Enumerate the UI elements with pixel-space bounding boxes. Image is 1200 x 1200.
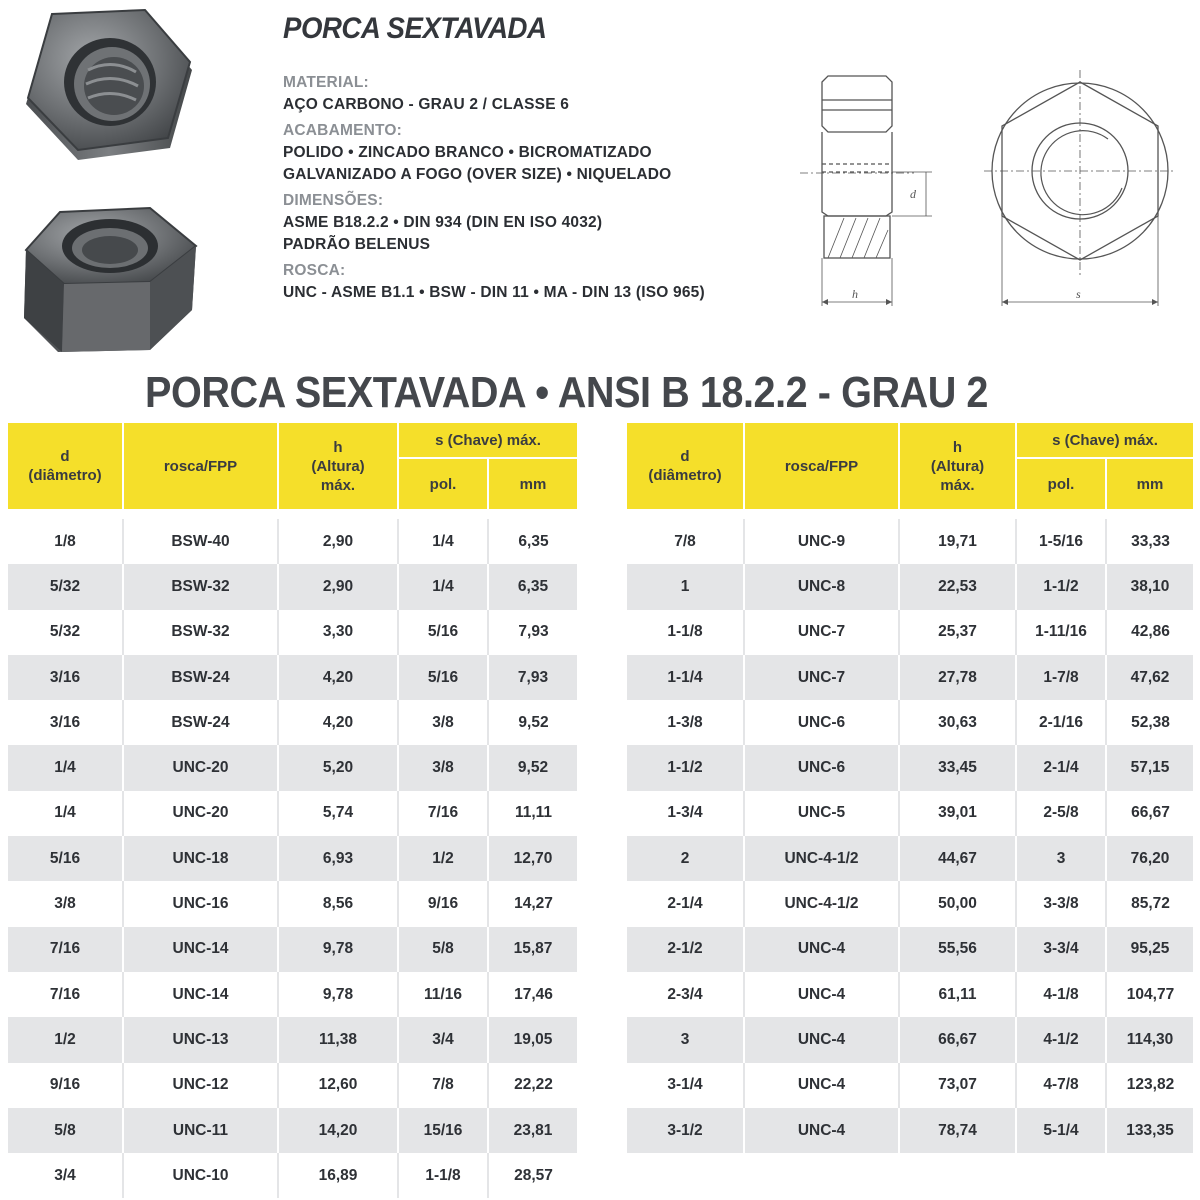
cell-wrench-mm: 133,35 — [1106, 1108, 1194, 1153]
table-row — [627, 519, 1194, 564]
cell-diameter: 3 — [627, 1017, 744, 1062]
cell-diameter: 1-1/8 — [627, 610, 744, 655]
cell-wrench-pol: 7/8 — [398, 1063, 488, 1108]
table-row — [8, 745, 578, 790]
cell-thread: BSW-40 — [123, 519, 278, 564]
cell-diameter: 7/16 — [8, 972, 123, 1017]
cell-wrench-mm: 9,52 — [488, 745, 578, 790]
cell-height: 27,78 — [899, 655, 1016, 700]
cell-thread: UNC-6 — [744, 700, 899, 745]
col-header-wrench: s (Chave) máx. — [398, 423, 578, 458]
table-row — [8, 1063, 578, 1108]
cell-diameter: 3/4 — [8, 1153, 123, 1198]
table-row — [8, 1017, 578, 1062]
cell-wrench-pol: 4-1/8 — [1016, 972, 1106, 1017]
table-row — [627, 1063, 1194, 1108]
table-row — [8, 610, 578, 655]
table-row — [627, 655, 1194, 700]
cell-wrench-pol: 1/4 — [398, 519, 488, 564]
cell-height: 61,11 — [899, 972, 1016, 1017]
cell-wrench-mm: 22,22 — [488, 1063, 578, 1108]
cell-height: 50,00 — [899, 881, 1016, 926]
table-row — [627, 564, 1194, 609]
cell-thread: BSW-32 — [123, 610, 278, 655]
spec-label-dimensions: DIMENSÕES: — [283, 192, 384, 209]
product-title: PORCA SEXTAVADA — [283, 12, 547, 45]
cell-height: 30,63 — [899, 700, 1016, 745]
cell-thread: UNC-12 — [123, 1063, 278, 1108]
spec-value-thread: UNC - ASME B1.1 • BSW - DIN 11 • MA - DIN 13 (ISO 965) — [283, 284, 705, 301]
nut-photos — [0, 0, 220, 370]
table-row — [8, 1153, 578, 1198]
cell-diameter: 1-1/2 — [627, 745, 744, 790]
cell-wrench-mm: 42,86 — [1106, 610, 1194, 655]
spec-label-thread: ROSCA: — [283, 262, 346, 279]
cell-diameter: 1/4 — [8, 791, 123, 836]
cell-wrench-pol: 3 — [1016, 836, 1106, 881]
cell-diameter: 7/8 — [627, 519, 744, 564]
cell-wrench-pol: 4-7/8 — [1016, 1063, 1106, 1108]
cell-wrench-mm: 9,52 — [488, 700, 578, 745]
cell-wrench-pol: 1-11/16 — [1016, 610, 1106, 655]
table-row — [8, 564, 578, 609]
cell-height: 3,30 — [278, 610, 398, 655]
cell-wrench-pol: 2-1/16 — [1016, 700, 1106, 745]
cell-diameter: 2-1/4 — [627, 881, 744, 926]
spec-label-finish: ACABAMENTO: — [283, 122, 403, 139]
table-row — [627, 972, 1194, 1017]
cell-wrench-mm: 95,25 — [1106, 927, 1194, 972]
cell-thread: UNC-7 — [744, 655, 899, 700]
cell-wrench-pol: 15/16 — [398, 1108, 488, 1153]
dimensions-table-left — [8, 423, 579, 1198]
cell-diameter: 1/8 — [8, 519, 123, 564]
cell-height: 78,74 — [899, 1108, 1016, 1153]
table-row — [627, 927, 1194, 972]
cell-wrench-pol: 2-5/8 — [1016, 791, 1106, 836]
cell-wrench-pol: 5/16 — [398, 610, 488, 655]
cell-height: 6,93 — [278, 836, 398, 881]
col-header-height: h (Altura) máx. — [899, 423, 1016, 510]
col-header-thread: rosca/FPP — [123, 423, 278, 510]
cell-wrench-pol: 7/16 — [398, 791, 488, 836]
nut-photo-top — [26, 10, 192, 160]
nut-photo-bottom — [24, 208, 196, 352]
cell-height: 55,56 — [899, 927, 1016, 972]
cell-thread: UNC-13 — [123, 1017, 278, 1062]
cell-thread: UNC-4 — [744, 972, 899, 1017]
cell-height: 33,45 — [899, 745, 1016, 790]
cell-diameter: 1-3/4 — [627, 791, 744, 836]
technical-drawings — [800, 70, 1190, 320]
cell-thread: UNC-4 — [744, 1017, 899, 1062]
cell-wrench-pol: 11/16 — [398, 972, 488, 1017]
col-header-height: h (Altura) máx. — [278, 423, 398, 510]
cell-thread: UNC-16 — [123, 881, 278, 926]
cell-height: 22,53 — [899, 564, 1016, 609]
table-row — [627, 700, 1194, 745]
table-row — [627, 836, 1194, 881]
table-row — [8, 881, 578, 926]
cell-height: 25,37 — [899, 610, 1016, 655]
table-title: PORCA SEXTAVADA • ANSI B 18.2.2 - GRAU 2 — [145, 368, 989, 417]
cell-wrench-pol: 1/2 — [398, 836, 488, 881]
cell-height: 8,56 — [278, 881, 398, 926]
cell-thread: UNC-4 — [744, 927, 899, 972]
cell-diameter: 3-1/4 — [627, 1063, 744, 1108]
cell-height: 9,78 — [278, 972, 398, 1017]
cell-wrench-pol: 1-7/8 — [1016, 655, 1106, 700]
cell-wrench-pol: 4-1/2 — [1016, 1017, 1106, 1062]
cell-wrench-mm: 123,82 — [1106, 1063, 1194, 1108]
table-row — [8, 791, 578, 836]
cell-diameter: 1-3/8 — [627, 700, 744, 745]
cell-wrench-pol: 3/8 — [398, 700, 488, 745]
cell-wrench-mm: 66,67 — [1106, 791, 1194, 836]
cell-height: 14,20 — [278, 1108, 398, 1153]
cell-diameter: 1/4 — [8, 745, 123, 790]
spec-value-finish-2: GALVANIZADO A FOGO (OVER SIZE) • NIQUELADO — [283, 166, 672, 183]
cell-height: 2,90 — [278, 519, 398, 564]
cell-wrench-pol: 5/16 — [398, 655, 488, 700]
cell-wrench-mm: 85,72 — [1106, 881, 1194, 926]
cell-diameter: 2-1/2 — [627, 927, 744, 972]
cell-thread: BSW-24 — [123, 655, 278, 700]
cell-wrench-mm: 12,70 — [488, 836, 578, 881]
product-specs — [283, 12, 803, 304]
cell-height: 39,01 — [899, 791, 1016, 836]
table-row — [8, 700, 578, 745]
cell-diameter: 5/32 — [8, 564, 123, 609]
cell-wrench-mm: 17,46 — [488, 972, 578, 1017]
table-row — [627, 610, 1194, 655]
cell-wrench-pol: 3-3/8 — [1016, 881, 1106, 926]
cell-diameter: 5/32 — [8, 610, 123, 655]
cell-wrench-mm: 6,35 — [488, 564, 578, 609]
table-row — [8, 519, 578, 564]
cell-wrench-pol: 1-1/2 — [1016, 564, 1106, 609]
table-row — [627, 745, 1194, 790]
table-body-right — [627, 510, 1194, 1153]
cell-wrench-pol: 5-1/4 — [1016, 1108, 1106, 1153]
cell-height: 4,20 — [278, 655, 398, 700]
cell-diameter: 3/16 — [8, 700, 123, 745]
cell-diameter: 3/16 — [8, 655, 123, 700]
cell-diameter: 1/2 — [8, 1017, 123, 1062]
cell-diameter: 5/8 — [8, 1108, 123, 1153]
cell-wrench-mm: 33,33 — [1106, 519, 1194, 564]
cell-thread: UNC-5 — [744, 791, 899, 836]
cell-diameter: 7/16 — [8, 927, 123, 972]
cell-wrench-pol: 1-1/8 — [398, 1153, 488, 1198]
cell-thread: UNC-20 — [123, 745, 278, 790]
col-header-mm: mm — [488, 458, 578, 510]
cell-wrench-mm: 52,38 — [1106, 700, 1194, 745]
col-header-pol: pol. — [1016, 458, 1106, 510]
col-header-diameter: d (diâmetro) — [627, 423, 744, 510]
cell-wrench-mm: 104,77 — [1106, 972, 1194, 1017]
cell-diameter: 9/16 — [8, 1063, 123, 1108]
table-body-left — [8, 510, 578, 1198]
cell-height: 19,71 — [899, 519, 1016, 564]
table-row — [8, 836, 578, 881]
table-row — [627, 1108, 1194, 1153]
table-row — [627, 881, 1194, 926]
cell-diameter: 1-1/4 — [627, 655, 744, 700]
spec-value-finish-1: POLIDO • ZINCADO BRANCO • BICROMATIZADO — [283, 144, 652, 161]
cell-thread: UNC-4 — [744, 1108, 899, 1153]
cell-wrench-mm: 38,10 — [1106, 564, 1194, 609]
cell-height: 9,78 — [278, 927, 398, 972]
drawing-label-h: h — [852, 287, 858, 301]
table-row — [8, 972, 578, 1017]
table-row — [8, 655, 578, 700]
cell-wrench-mm: 47,62 — [1106, 655, 1194, 700]
cell-diameter: 2-3/4 — [627, 972, 744, 1017]
cell-thread: UNC-4-1/2 — [744, 881, 899, 926]
cell-thread: UNC-14 — [123, 972, 278, 1017]
cell-wrench-mm: 23,81 — [488, 1108, 578, 1153]
drawing-label-s: s — [1076, 287, 1081, 301]
cell-thread: BSW-24 — [123, 700, 278, 745]
cell-wrench-pol: 1/4 — [398, 564, 488, 609]
cell-wrench-mm: 7,93 — [488, 610, 578, 655]
cell-height: 66,67 — [899, 1017, 1016, 1062]
cell-height: 11,38 — [278, 1017, 398, 1062]
cell-wrench-pol: 9/16 — [398, 881, 488, 926]
cell-wrench-mm: 28,57 — [488, 1153, 578, 1198]
cell-wrench-pol: 3/4 — [398, 1017, 488, 1062]
spec-label-material: MATERIAL: — [283, 74, 369, 91]
table-row — [627, 1017, 1194, 1062]
dimensions-table-right — [627, 423, 1195, 1153]
cell-thread: UNC-4 — [744, 1063, 899, 1108]
cell-thread: UNC-6 — [744, 745, 899, 790]
cell-height: 12,60 — [278, 1063, 398, 1108]
cell-wrench-mm: 7,93 — [488, 655, 578, 700]
cell-thread: UNC-10 — [123, 1153, 278, 1198]
cell-thread: UNC-9 — [744, 519, 899, 564]
cell-height: 73,07 — [899, 1063, 1016, 1108]
col-header-mm: mm — [1106, 458, 1194, 510]
cell-height: 5,74 — [278, 791, 398, 836]
col-header-thread: rosca/FPP — [744, 423, 899, 510]
cell-wrench-mm: 15,87 — [488, 927, 578, 972]
cell-wrench-mm: 11,11 — [488, 791, 578, 836]
cell-height: 2,90 — [278, 564, 398, 609]
cell-thread: UNC-18 — [123, 836, 278, 881]
cell-thread: UNC-8 — [744, 564, 899, 609]
cell-height: 16,89 — [278, 1153, 398, 1198]
col-header-pol: pol. — [398, 458, 488, 510]
spec-value-material: AÇO CARBONO - GRAU 2 / CLASSE 6 — [283, 96, 570, 113]
cell-diameter: 2 — [627, 836, 744, 881]
cell-thread: UNC-14 — [123, 927, 278, 972]
cell-wrench-pol: 3-3/4 — [1016, 927, 1106, 972]
cell-wrench-pol: 3/8 — [398, 745, 488, 790]
cell-wrench-mm: 76,20 — [1106, 836, 1194, 881]
table-row — [627, 791, 1194, 836]
cell-thread: UNC-20 — [123, 791, 278, 836]
cell-height: 44,67 — [899, 836, 1016, 881]
cell-diameter: 5/16 — [8, 836, 123, 881]
cell-wrench-pol: 1-5/16 — [1016, 519, 1106, 564]
cell-thread: UNC-11 — [123, 1108, 278, 1153]
cell-wrench-pol: 5/8 — [398, 927, 488, 972]
top-view-drawing — [984, 70, 1176, 306]
cell-wrench-mm: 14,27 — [488, 881, 578, 926]
cell-thread: BSW-32 — [123, 564, 278, 609]
cell-wrench-mm: 57,15 — [1106, 745, 1194, 790]
cell-wrench-mm: 6,35 — [488, 519, 578, 564]
col-header-diameter: d (diâmetro) — [8, 423, 123, 510]
col-header-wrench: s (Chave) máx. — [1016, 423, 1194, 458]
cell-diameter: 3-1/2 — [627, 1108, 744, 1153]
cell-wrench-mm: 114,30 — [1106, 1017, 1194, 1062]
cell-height: 4,20 — [278, 700, 398, 745]
cell-thread: UNC-7 — [744, 610, 899, 655]
cell-wrench-mm: 19,05 — [488, 1017, 578, 1062]
table-row — [8, 927, 578, 972]
cell-height: 5,20 — [278, 745, 398, 790]
cell-thread: UNC-4-1/2 — [744, 836, 899, 881]
drawing-label-d: d — [910, 187, 916, 201]
table-row — [8, 1108, 578, 1153]
spec-value-dimensions-1: ASME B18.2.2 • DIN 934 (DIN EN ISO 4032) — [283, 214, 603, 231]
cell-diameter: 3/8 — [8, 881, 123, 926]
cell-wrench-pol: 2-1/4 — [1016, 745, 1106, 790]
cell-diameter: 1 — [627, 564, 744, 609]
spec-value-dimensions-2: PADRÃO BELENUS — [283, 236, 431, 253]
